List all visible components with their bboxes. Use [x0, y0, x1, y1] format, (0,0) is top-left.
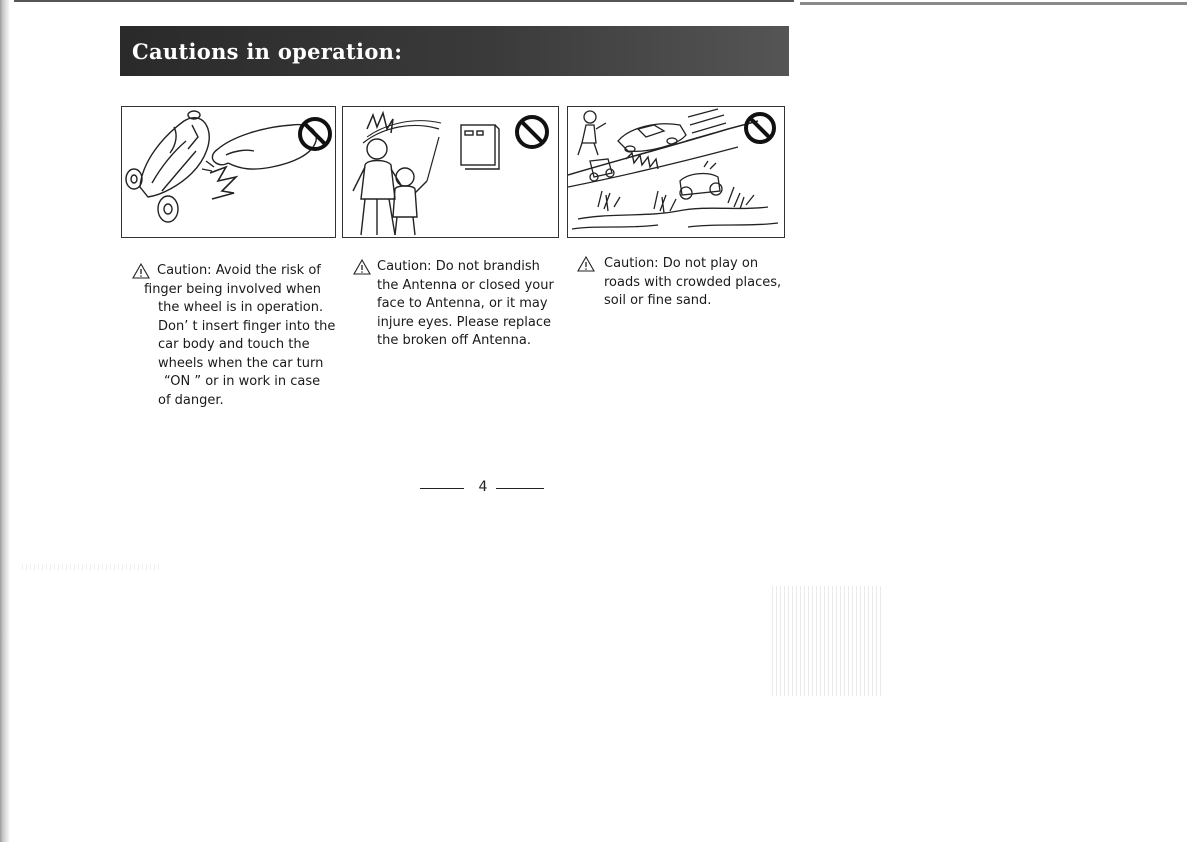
caution-line: injure eyes. Please replace — [377, 314, 551, 330]
caution-text-road-sand — [577, 255, 781, 311]
no-symbol-icon — [746, 114, 774, 142]
warning-triangle-icon — [577, 256, 595, 272]
section-header — [120, 26, 789, 76]
caution-line: finger being involved when — [144, 281, 321, 297]
warning-triangle-icon — [132, 263, 150, 279]
scan-top-line — [14, 0, 794, 2]
caution-line: the Antenna or closed your — [377, 277, 554, 293]
scan-artifact — [22, 564, 162, 570]
caution-line: roads with crowded places, — [604, 274, 782, 290]
caution-line: “ON ” or in work in case — [164, 374, 321, 389]
page-number: 4 — [478, 479, 488, 495]
warning-triangle-icon — [353, 259, 371, 275]
page-rule-left — [420, 488, 464, 489]
section-title: Cautions in operation: — [132, 39, 403, 64]
scan-top-line-right — [800, 2, 1187, 5]
page-footer — [420, 478, 546, 498]
scan-artifact — [772, 586, 882, 696]
illustration-panel-antenna — [342, 106, 559, 238]
caution-text-antenna — [353, 258, 554, 351]
caution-line: Don’ t insert finger into the — [158, 318, 336, 334]
road-sand-illustration — [568, 107, 784, 237]
no-symbol-icon — [517, 117, 547, 147]
caution-line: Caution: Avoid the risk of — [157, 263, 321, 278]
caution-line: car body and touch the — [158, 337, 310, 352]
caution-line: the broken off Antenna. — [377, 333, 532, 348]
page-rule-right — [496, 488, 544, 489]
caution-line: the wheel is in operation. — [158, 300, 324, 315]
caution-line: Caution: Do not play on — [604, 256, 759, 271]
scan-left-edge — [0, 0, 10, 842]
caution-line: face to Antenna, or it may — [377, 296, 548, 311]
caution-text-finger-wheel — [132, 262, 335, 410]
caution-line: soil or fine sand. — [604, 293, 712, 308]
finger-wheel-illustration — [122, 107, 335, 237]
caution-line: of danger. — [158, 392, 224, 408]
antenna-illustration — [343, 107, 558, 237]
illustration-panel-finger-wheel — [121, 106, 336, 238]
caution-line: Caution: Do not brandish — [377, 259, 540, 274]
caution-line: wheels when the car turn — [158, 355, 324, 371]
illustration-panel-road-sand — [567, 106, 785, 238]
